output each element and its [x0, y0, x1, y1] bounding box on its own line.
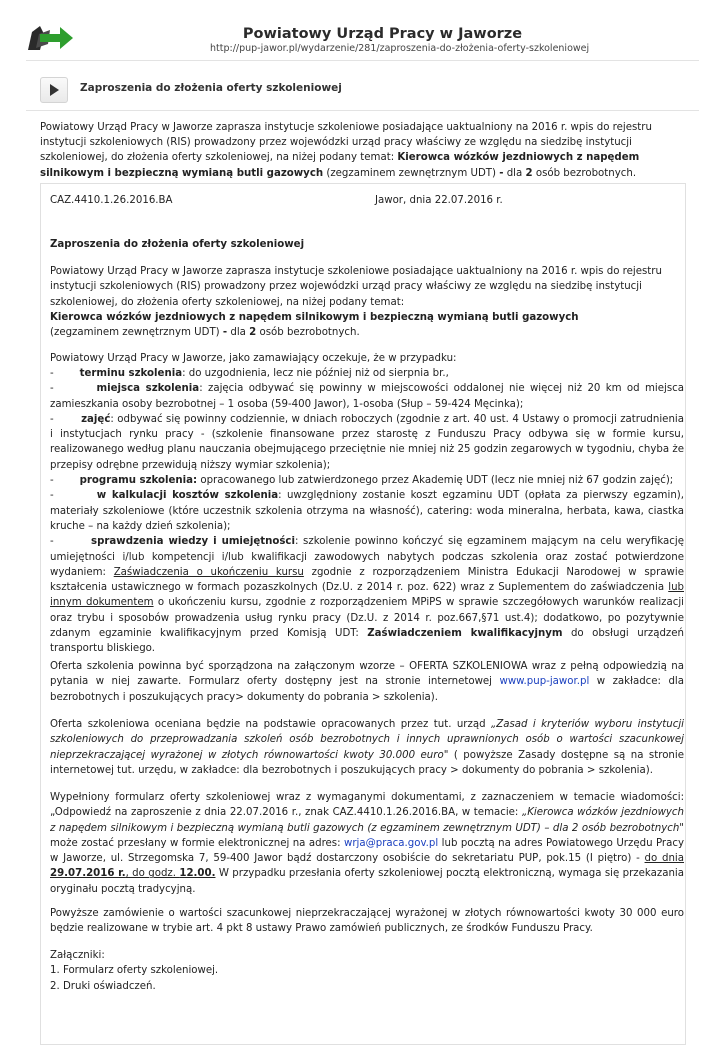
doc-paragraph-5: Wypełniony formularz oferty szkoleniowej wraz z wymaganymi dokumentami, z zaznaczeniem w temacie wiadomości: „Odpowiedź na zaproszenie z dnia 22.07.2016 r., znak CAZ.4410.1.26.2016.BA, w temacie: „Kierowca wózków jezdniowych z napędem silnikowym i bezpieczną wymianą butli gazowych (z egzaminem zewnętrznym UDT) – dla 2 osób bezrobotnych" może zostać przesłany w formie elektronicznej na adres: wrja@praca.gov.pl lub pocztą na adres Powiatowego Urzędu Pracy w Jaworze, ul. Strzegomska 7, 59-400 Jawor bądź dostarczony osobiście do sekretariatu PUP, pok.15 (I piętro) - do dnia 29.07.2016 r., do godz. 12.00. W przypadku przesłania oferty szkoleniowej pocztą elektroniczną, wymaga się przekazania oryginału pocztą tradycyjną.	[50, 792, 685, 895]
list-item: - programu szkolenia: opracowanego lub zatwierdzonego przez Akademię UDT (lecz nie mniej niż 67 godzin zajęć);	[50, 475, 674, 487]
list-item: 2. Druki oświadczeń.	[50, 980, 156, 992]
header-divider	[26, 60, 699, 61]
article-title: Zaproszenia do złożenia oferty szkoleniowej	[80, 82, 342, 94]
site-title: Powiatowy Urząd Pracy w Jaworze	[242, 26, 523, 42]
list-item: - terminu szkolenia: do uzgodnienia, lecz nie później niż od sierpnia br.,	[50, 368, 449, 379]
expand-button[interactable]	[40, 77, 68, 103]
list-item: - miejsca szkolenia: zajęcia odbywać się powinny w miejscowości oddalonej nie więcej niż 20 km od miejsca zamieszkania osoby bezrobotnej – 1 osoba (59-400 Jawor), 1-osoba (Słup – 59-424 Męcinka);	[50, 383, 684, 410]
pup-logo	[26, 24, 74, 52]
doc-reference: CAZ.4410.1.26.2016.BA	[50, 195, 173, 206]
doc-paragraph-3: Oferta szkolenia powinna być sporządzona na załączonym wzorze – OFERTA SZKOLENIOWA wraz z pełną odpowiedzią na pytania w niej zawarte. Formularz oferty dostępny jest na stronie internetowej www.pup-jawor.pl w zakładce: dla bezrobotnych i poszukujących pracy> dokumenty do pobrania > szkolenia).	[50, 661, 684, 703]
doc-heading: Zaproszenia do złożenia oferty szkoleniowej	[50, 239, 305, 250]
email-link[interactable]: wrja@praca.gov.pl	[343, 837, 439, 849]
list-item: - zajęć: odbywać się powinny codziennie, w dniach roboczych (zgodnie z art. 40 ust. 4 Ustawy o promocji zatrudnienia i instytucjach rynku pracy - (szkolenie finansowane przez starostę z Funduszu Pracy odbywa się w formie kursu, realizowanego według planu nauczania obejmującego przeciętnie nie mniej niż 25 godzin zegarowych w tygodniu, chyba że przepisy odrębne przewidują niższy wymiar szkolenia);	[50, 413, 684, 471]
page-url[interactable]: http://pup-jawor.pl/wydarzenie/281/zaproszenia-do-złożenia-oferty-szkoleniowej	[210, 43, 590, 54]
doc-requirements	[50, 366, 684, 657]
doc-header-row	[50, 193, 684, 208]
doc-paragraph-6: Powyższe zamówienie o wartości szacunkowej nieprzekraczającej wyrażonej w złotych równowartości kwoty 30 000 euro będzie realizowane w trybie art. 4 pkt 8 ustawy Prawo zamówień publicznych, ze środków Funduszu Pracy.	[50, 908, 684, 935]
doc-paragraph-1: Powiatowy Urząd Pracy w Jaworze zaprasza instytucje szkoleniowe posiadające uaktualniony na 2016 r. wpis do rejestru instytucji szkoleniowych (RIS) prowadzony przez wojewódzki urząd pracy właściwy ze względu na siedzibę instytucji szkoleniowej, do złożenia oferty szkoleniowej, na niżej podany temat: Kierowca wózków jezdniowych z napędem silnikowym i bezpieczną wymianą butli gazowych (zegzaminem zewnętrznym UDT) - dla 2 osób bezrobotnych.	[50, 266, 662, 339]
list-item: - sprawdzenia wiedzy i umiejętności: szkolenie powinno kończyć się egzaminem mającym na celu weryfikację umiejętności i/lub kompetencji i/lub kwalifikacji zawodowych nabytych podczas szkolenia oraz zostać potwierdzone wydaniem: Zaświadczenia o ukończeniu kursu zgodnie z rozporządzeniem Ministra Edukacji Narodowej w sprawie kształcenia ustawicznego w formach pozaszkolnych (Dz.U. z 2014 r. poz. 622) wraz z Suplementem do zaświadczenia lub innym dokumentem o ukończeniu kursu, zgodnie z rozporządzeniem MPiPS w sprawie szczegółowych warunków realizacji oraz trybu i sposobów prowadzenia usług rynku pracy (Dz.U. z 2014 r. poz.667,§71 ust.4); dodatkowo, po pozytywnie zdanym egzaminie kwalifikacyjnym przed Komisją UDT: Zaświadczeniem kwalifikacyjnym do obsługi urządzeń transportu bliskiego.	[50, 536, 685, 655]
website-link[interactable]: www.pup-jawor.pl	[499, 676, 590, 688]
attachments-title: Załączniki:	[50, 950, 105, 961]
article-divider	[26, 110, 699, 111]
site-header	[0, 0, 725, 58]
article-intro: Powiatowy Urząd Pracy w Jaworze zaprasza instytucje szkoleniowe posiadające uaktualniony na 2016 r. wpis do rejestru instytucji szkoleniowych (RIS) prowadzony przez wojewódzki urząd pracy właściwy ze względu na siedzibę instytucji szkoleniowej, do złożenia oferty szkoleniowej, na niżej podany temat: Kierowca wózków jezdniowych z napędem silnikowym i bezpieczną wymianą butli gazowych (zegzaminem zewnętrznym UDT) - dla 2 osób bezrobotnych.	[40, 122, 652, 179]
doc-paragraph-2: Powiatowy Urząd Pracy w Jaworze, jako zamawiający oczekuje, że w przypadku:	[50, 353, 457, 364]
play-icon	[49, 84, 59, 96]
doc-date: Jawor, dnia 22.07.2016 r.	[375, 195, 503, 206]
list-item: 1. Formularz oferty szkoleniowej.	[50, 965, 219, 977]
attachments	[50, 948, 684, 994]
doc-paragraph-4: Oferta szkoleniowa oceniana będzie na podstawie opracowanych przez tut. urząd „Zasad i kryteriów wyboru instytucji szkoleniowych do przeprowadzania szkoleń osób bezrobotnych i innych uprawnionych osób o wartości szacunkowej nieprzekraczającej wyrażonej w złotych równowartości kwoty 30.000 euro" ( powyższe Zasady dostępne są na stronie internetowej tut. urzędu, w zakładce: dla bezrobotnych i poszukujących pracy > dokumenty do pobrania > szkolenia).	[50, 719, 684, 776]
list-item: - w kalkulacji kosztów szkolenia: uwzględniony zostanie koszt egzaminu UDT (opłata za pierwszy egzamin), materiały szkoleniowe (które uczestnik szkolenia otrzyma na własność), catering: woda mineralna, herbata, kawa, ciastka kruche – na każdy dzień szkolenia);	[50, 490, 684, 532]
